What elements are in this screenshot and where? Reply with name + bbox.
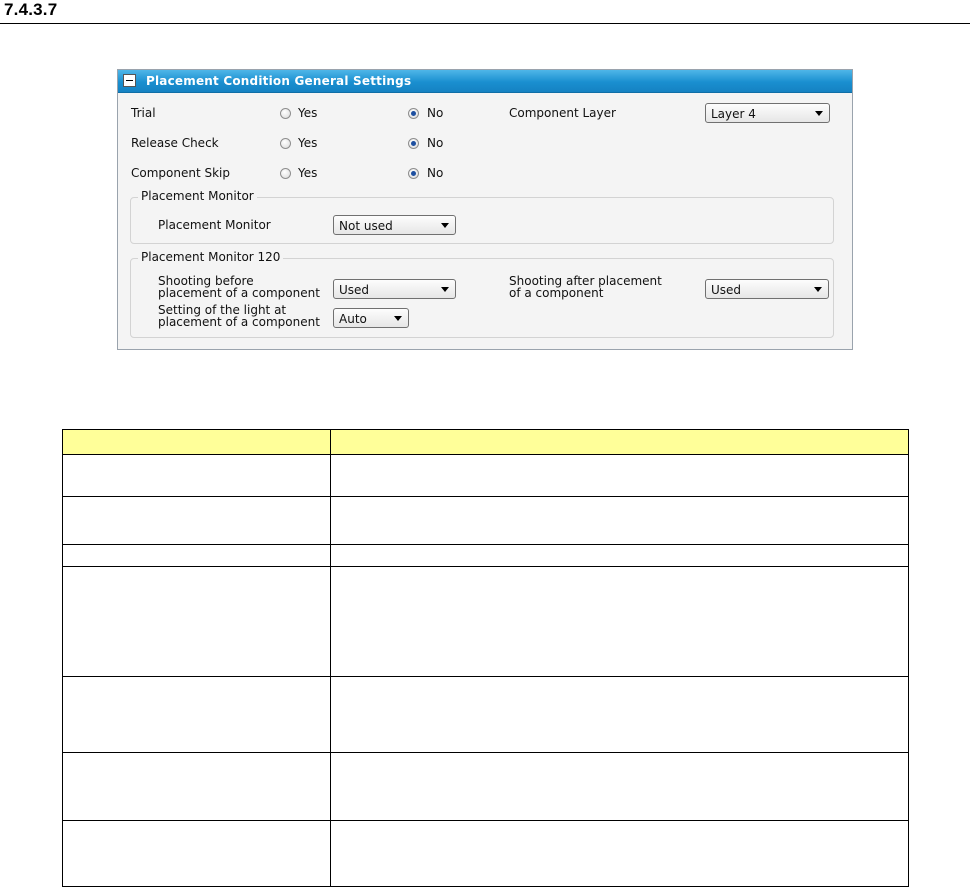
component-skip-label: Component Skip [131,166,230,180]
placement-monitor-120-group [130,250,834,338]
light-setting-value: Auto [339,312,367,326]
table-row [63,821,909,887]
table-header-row [63,430,909,455]
trial-label: Trial [131,106,156,120]
release-check-no-label[interactable]: No [427,136,444,150]
release-check-no-radio[interactable] [408,138,419,149]
shoot-before-select[interactable] [333,279,456,299]
component-skip-yes-label[interactable]: Yes [298,166,318,180]
component-skip-no-label[interactable]: No [427,166,444,180]
shoot-after-value: Used [711,283,742,297]
settings-description-table [62,429,909,887]
trial-yes-radio[interactable] [280,108,291,119]
component-skip-no-radio[interactable] [408,168,419,179]
table-row [63,455,909,497]
placement-monitor-select[interactable] [333,215,456,235]
chevron-down-icon [815,111,823,116]
placement-condition-panel [117,69,853,350]
trial-no-label[interactable]: No [427,106,444,120]
table-row [63,545,909,567]
chevron-down-icon [394,316,402,321]
shoot-before-label: Shooting before placement of a component [158,274,320,300]
table-row [63,677,909,753]
shoot-after-label: Shooting after placement of a component [509,274,662,300]
component-layer-label: Component Layer [509,106,616,120]
trial-no-radio[interactable] [408,108,419,119]
chevron-down-icon [441,223,449,228]
table-row [63,753,909,821]
section-divider [0,23,970,24]
section-number: 7.4.3.7 [4,0,58,19]
placement-monitor-group-title: Placement Monitor [138,189,257,203]
component-layer-select[interactable] [705,103,830,123]
table-row [63,567,909,677]
release-check-yes-label[interactable]: Yes [298,136,318,150]
placement-monitor-120-group-title: Placement Monitor 120 [138,250,283,264]
collapse-icon[interactable] [123,74,136,87]
light-setting-label: Setting of the light at placement of a component [158,303,320,329]
table-row [63,497,909,545]
placement-monitor-group [130,189,834,244]
component-layer-value: Layer 4 [711,107,756,121]
release-check-yes-radio[interactable] [280,138,291,149]
trial-yes-label[interactable]: Yes [298,106,318,120]
chevron-down-icon [814,287,822,292]
panel-header[interactable] [118,70,852,93]
component-skip-yes-radio[interactable] [280,168,291,179]
release-check-label: Release Check [131,136,219,150]
placement-monitor-value: Not used [339,219,393,233]
placement-monitor-label: Placement Monitor [158,218,271,232]
light-setting-select[interactable] [333,308,409,328]
shoot-after-select[interactable] [705,279,829,299]
table-header-cell [331,430,909,455]
table-header-cell [63,430,331,455]
panel-title: Placement Condition General Settings [146,74,412,88]
chevron-down-icon [441,287,449,292]
shoot-before-value: Used [339,283,370,297]
